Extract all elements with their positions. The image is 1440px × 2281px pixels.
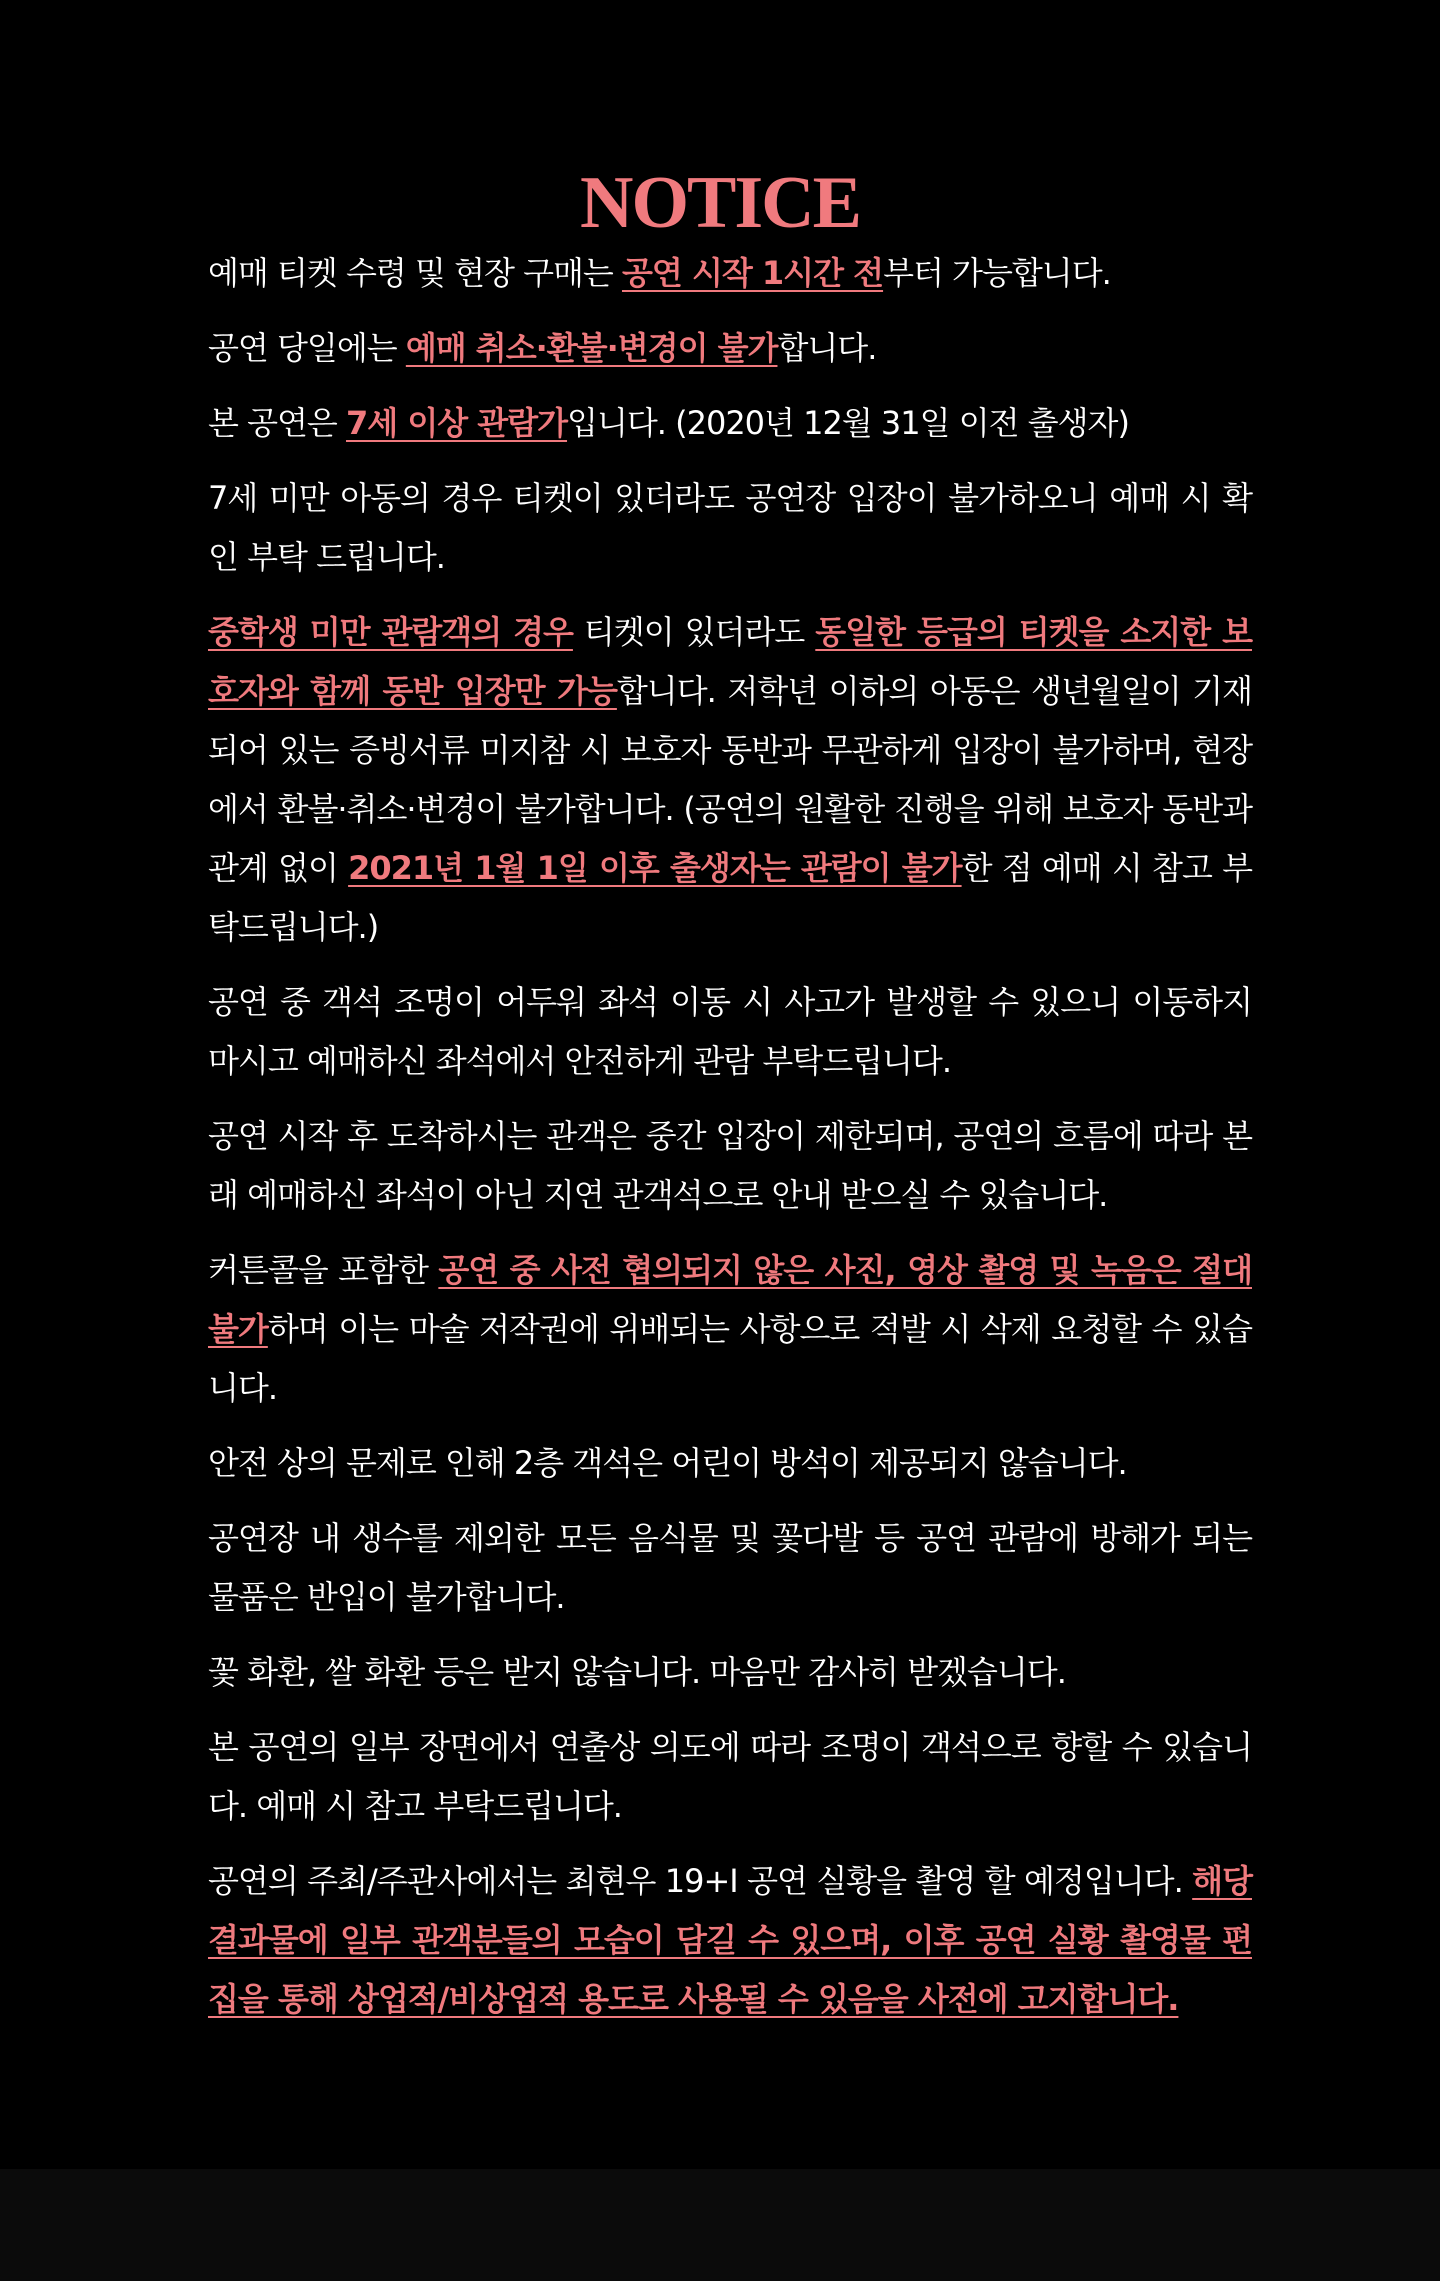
body-text: 본 공연은 [208, 404, 346, 442]
notice-paragraph [208, 1434, 1252, 1493]
highlighted-text: 공연 시작 1시간 전 [621, 254, 884, 292]
notice-paragraph [208, 1509, 1252, 1627]
notice-paragraph [208, 319, 1252, 378]
highlighted-text: 중학생 미만 관람객의 경우 [208, 613, 573, 651]
highlighted-text: 동일한 등급의 티켓을 소지한 보호자와 함께 동반 입장만 가능 [208, 613, 1252, 710]
body-text: 공연 시작 후 도착하시는 관객은 중간 입장이 제한되며, 공연의 흐름에 따라 본래 예매하신 좌석이 아닌 지연 관객석으로 안내 받으실 수 있습니다. [208, 1117, 1252, 1214]
body-text: 꽃 화환, 쌀 화환 등은 받지 않습니다. 마음만 감사히 받겠습니다. [208, 1653, 1066, 1691]
body-text: 본 공연의 일부 장면에서 연출상 의도에 따라 조명이 객석으로 향할 수 있습니다. 예매 시 참고 부탁드립니다. [208, 1728, 1252, 1825]
body-text: 공연 당일에는 [208, 329, 406, 367]
notice-paragraph [208, 1643, 1252, 1702]
body-text: 하며 이는 마술 저작권에 위배되는 사항으로 적발 시 삭제 요청할 수 있습니다. [208, 1310, 1252, 1407]
body-text: 공연의 주최/주관사에서는 최현우 19+I 공연 실황을 촬영 할 예정입니다. [208, 1862, 1193, 1900]
notice-paragraph [208, 1852, 1252, 2029]
body-text: 예매 티켓 수령 및 현장 구매는 [208, 254, 622, 292]
notice-paragraph [208, 1241, 1252, 1418]
body-text: 커튼콜을 포함한 [208, 1251, 439, 1289]
notice-paragraph [208, 973, 1252, 1091]
body-text: 합니다. 저학년 이하의 아동은 생년월일이 기재되어 있는 증빙서류 미지참 시 보호자 동반과 무관하게 입장이 불가하며, 현장에서 환불·취소·변경이 불가합니다. (공연의 원활한 진행을 위해 보호자 동반과 관계 없이 [208, 672, 1252, 887]
highlighted-text: 공연 중 사전 협의되지 않은 사진, 영상 촬영 및 녹음은 절대 불가 [208, 1251, 1252, 1348]
notice-paragraph [208, 1718, 1252, 1836]
notice-paragraph [208, 394, 1252, 453]
body-text: 공연장 내 생수를 제외한 모든 음식물 및 꽃다발 등 공연 관람에 방해가 되는 물품은 반입이 불가합니다. [208, 1519, 1252, 1616]
highlighted-text: 해당 결과물에 일부 관객분들의 모습이 담길 수 있으며, 이후 공연 실황 촬영물 편집을 통해 상업적/비상업적 용도로 사용될 수 있음을 사전에 고지합니다. [208, 1862, 1252, 2018]
body-text: 공연 중 객석 조명이 어두워 좌석 이동 시 사고가 발생할 수 있으니 이동하지 마시고 예매하신 좌석에서 안전하게 관람 부탁드립니다. [208, 983, 1252, 1080]
notice-paragraph [208, 244, 1252, 303]
body-text: 합니다. [777, 329, 877, 367]
page-title: NOTICE [580, 161, 860, 244]
body-text: 7세 미만 아동의 경우 티켓이 있더라도 공연장 입장이 불가하오니 예매 시 확인 부탁 드립니다. [208, 479, 1252, 576]
notice-paragraph [208, 469, 1252, 587]
notice-paragraph [208, 1107, 1252, 1225]
highlighted-text: 7세 이상 관람가 [346, 404, 568, 442]
body-text: 입니다. (2020년 12월 31일 이전 출생자) [567, 404, 1129, 442]
notice-body [208, 244, 1252, 2045]
body-text: 한 점 예매 시 참고 부탁드립니다.) [208, 849, 1252, 946]
notice-paragraph [208, 603, 1252, 957]
body-text: 안전 상의 문제로 인해 2층 객석은 어린이 방석이 제공되지 않습니다. [208, 1444, 1127, 1482]
body-text: 부터 가능합니다. [883, 254, 1111, 292]
highlighted-text: 예매 취소·환불·변경이 불가 [405, 329, 778, 367]
body-text: 티켓이 있더라도 [572, 613, 816, 651]
bottom-band [0, 2169, 1440, 2281]
highlighted-text: 2021년 1월 1일 이후 출생자는 관람이 불가 [348, 849, 962, 887]
